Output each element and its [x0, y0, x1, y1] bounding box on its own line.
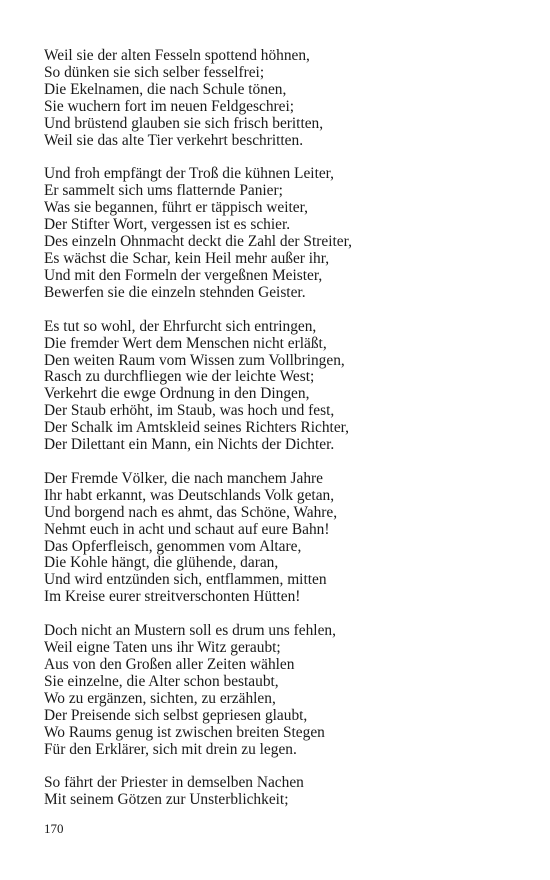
verse-line: Die Ekelnamen, die nach Schule tönen,: [44, 80, 287, 98]
verse-line: Wo zu ergänzen, sichten, zu erzählen,: [44, 689, 276, 707]
stanza-5: [44, 623, 524, 758]
verse-line: Der Dilettant ein Mann, ein Nichts der Dichter.: [44, 436, 335, 454]
verse-line: Für den Erklärer, sich mit drein zu legen.: [44, 740, 297, 758]
verse-line: Und wird entzünden sich, entflammen, mitten: [44, 571, 327, 589]
verse-line: So fährt der Priester in demselben Nachen: [44, 774, 304, 792]
verse-line: Der Staub erhöht, im Staub, was hoch und fest,: [44, 402, 335, 420]
verse-line: Er sammelt sich ums flatternde Panier;: [44, 182, 283, 200]
verse-line: Der Fremde Völker, die nach manchem Jahre: [44, 469, 324, 487]
verse-line: Ihr habt erkannt, was Deutschlands Volk getan,: [44, 486, 335, 504]
verse-line: Die fremder Wert dem Menschen nicht erläßt,: [44, 334, 327, 352]
verse-line: Verkehrt die ewge Ordnung in den Dingen,: [44, 385, 310, 403]
verse-line: Mit seinem Götzen zur Unsterblichkeit;: [44, 791, 289, 809]
verse-line: Was sie begannen, führt er täppisch weiter,: [44, 199, 308, 217]
stanza-6: [44, 775, 524, 809]
verse-line: Und froh empfängt der Troß die kühnen Leiter,: [44, 165, 335, 183]
verse-line: Des einzeln Ohnmacht deckt die Zahl der Streiter,: [44, 233, 352, 251]
verse-line: Das Opferfleisch, genommen vom Altare,: [44, 537, 302, 555]
verse-line: Wo Raums genug ist zwischen breiten Stegen: [44, 723, 325, 741]
verse-line: Doch nicht an Mustern soll es drum uns fehlen,: [44, 622, 336, 640]
verse-line: Die Kohle hängt, die glühende, daran,: [44, 554, 279, 572]
stanza-4: [44, 471, 524, 606]
verse-line: Es wächst die Schar, kein Heil mehr außer ihr,: [44, 249, 330, 267]
verse-line: Es tut so wohl, der Ehrfurcht sich entringen,: [44, 317, 317, 335]
verse-line: Den weiten Raum vom Wissen zum Vollbringen,: [44, 351, 345, 369]
verse-line: Sie wuchern fort im neuen Feldgeschrei;: [44, 97, 295, 115]
verse-line: Nehmt euch in acht und schaut auf eure Bahn!: [44, 520, 330, 538]
verse-line: Der Preisende sich selbst gepriesen glaubt,: [44, 706, 308, 724]
verse-line: Rasch zu durchfliegen wie der leichte West;: [44, 368, 315, 386]
verse-line: So dünken sie sich selber fesselfrei;: [44, 63, 265, 81]
verse-line: Sie einzelne, die Alter schon bestaubt,: [44, 672, 279, 690]
verse-line: Und borgend nach es ahmt, das Schöne, Wahre,: [44, 503, 338, 521]
verse-line: Bewerfen sie die einzeln stehnden Geister.: [44, 283, 306, 301]
verse-line: Weil sie das alte Tier verkehrt beschritten.: [44, 131, 304, 149]
verse-line: Im Kreise eurer streitverschonten Hütten!: [44, 588, 301, 606]
stanza-1: [44, 48, 524, 149]
verse-line: Weil eigne Taten uns ihr Witz geraubt;: [44, 639, 281, 657]
verse-line: Und brüstend glauben sie sich frisch beritten,: [44, 114, 324, 132]
stanza-2: [44, 166, 524, 301]
verse-line: Weil sie der alten Fesseln spottend höhnen,: [44, 47, 310, 64]
verse-line: Und mit den Formeln der vergeßnen Meister,: [44, 266, 323, 284]
verse-line: Der Stifter Wort, vergessen ist es schier.: [44, 216, 291, 234]
verse-line: Der Schalk im Amtskleid seines Richters Richter,: [44, 419, 350, 437]
stanza-3: [44, 319, 524, 454]
poem-body: [44, 48, 524, 826]
page-number: 170: [44, 821, 64, 836]
verse-line: Aus von den Großen aller Zeiten wählen: [44, 656, 295, 673]
